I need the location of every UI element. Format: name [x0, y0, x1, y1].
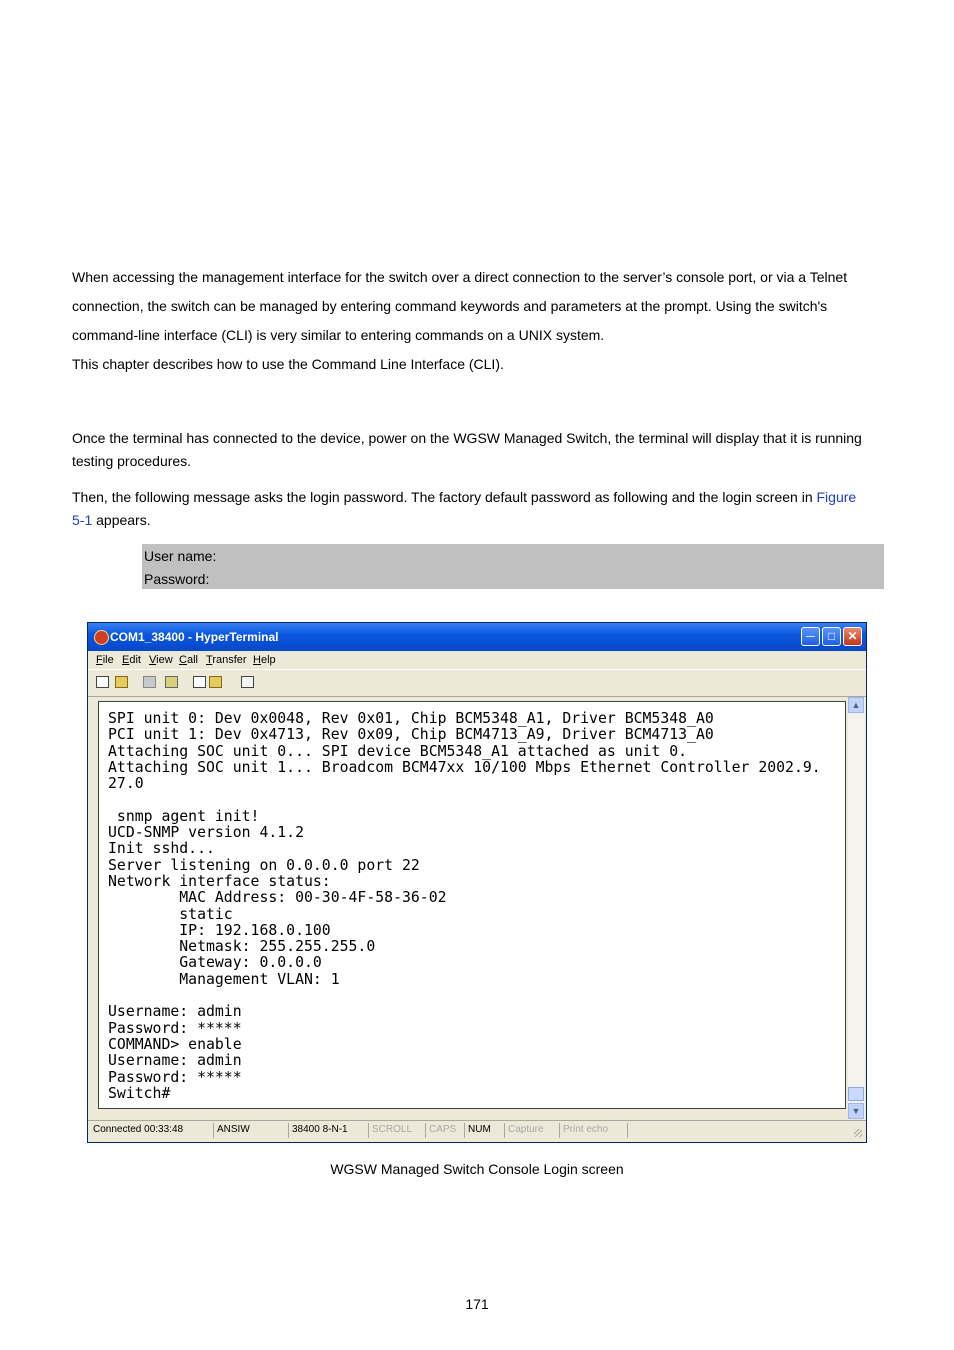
paragraph-line: Once the terminal has connected to the device, power on the WGSW Managed Switch, the terminal will display that it is running — [72, 430, 862, 446]
vertical-scrollbar[interactable] — [848, 697, 865, 1119]
page-number: 171 — [465, 1296, 489, 1312]
intro-paragraph — [72, 268, 892, 384]
status-scroll: SCROLL — [369, 1123, 426, 1138]
terminal-area[interactable] — [98, 701, 846, 1109]
toolbar — [88, 669, 866, 697]
disconnect-icon[interactable] — [165, 676, 178, 688]
status-num: NUM — [465, 1123, 505, 1138]
user-name-label: User name: — [144, 548, 217, 564]
scroll-thumb[interactable] — [848, 1087, 864, 1101]
menu-call[interactable]: Call — [179, 654, 198, 666]
new-connection-icon[interactable] — [96, 676, 109, 688]
status-caps: CAPS — [426, 1123, 465, 1138]
phone-icon[interactable] — [143, 676, 156, 688]
maximize-button[interactable] — [822, 627, 841, 646]
status-capture: Capture — [505, 1123, 560, 1138]
resize-grip-icon[interactable] — [854, 1129, 862, 1137]
minimize-button[interactable] — [801, 627, 820, 646]
terminal-output: SPI unit 0: Dev 0x0048, Rev 0x01, Chip BCM5348_A1, Driver BCM5348_A0 PCI unit 1: Dev 0x4713, Rev 0x09, Chip BCM4713_A9, Driver BCM4713_A0 Attaching SOC unit 0... SPI device BCM5348_A1 attached as unit 0. Attaching SOC unit 1... Broadcom BCM47xx 10/100 Mbps Ethernet Controller 2002.9. 27.0 snmp agent init! UCD-SNMP version 4.1.2 Init sshd... Server listening on 0.0.0.0 port 22 Network interface status: MAC Address: 00-30-4F-58-36-02 static IP: 192.168.0.100 Netmask: 255.255.255.0 Gateway: 0.0.0.0 Management VLAN: 1 Username: admin Password: ***** COMMAND> enable Username: admin Password: ***** Switch# — [108, 710, 821, 1102]
menu-transfer[interactable]: Transfer — [206, 654, 247, 666]
paragraph-text: Then, the following message asks the login password. The factory default password as following and the login screen in — [72, 489, 813, 505]
figure-caption: WGSW Managed Switch Console Login screen — [330, 1161, 624, 1177]
status-print-echo: Print echo — [560, 1123, 628, 1138]
receive-icon[interactable] — [209, 676, 222, 688]
intro-line: This chapter describes how to use the Command Line Interface (CLI). — [72, 356, 504, 372]
power-on-paragraph — [72, 429, 892, 475]
login-paragraph — [72, 488, 892, 534]
status-bar — [88, 1120, 866, 1141]
paragraph-line — [72, 511, 892, 534]
close-icon: ✕ — [847, 629, 858, 643]
figure-link-number[interactable]: 5-1 — [72, 512, 93, 528]
status-emulation: ANSIW — [214, 1123, 289, 1138]
intro-line: command-line interface (CLI) is very similar to entering commands on a UNIX system. — [72, 327, 605, 343]
maximize-icon: □ — [827, 629, 836, 643]
properties-icon[interactable] — [241, 676, 254, 688]
scroll-up-icon[interactable]: ▲ — [848, 697, 864, 713]
send-icon[interactable] — [193, 676, 206, 688]
window-title: COM1_38400 - HyperTerminal — [110, 630, 279, 644]
password-label: Password: — [144, 571, 210, 587]
intro-line: connection, the switch can be managed by entering command keywords and parameters at the prompt. Using the switch's — [72, 298, 828, 314]
credentials-box — [142, 544, 884, 589]
paragraph-line — [72, 488, 892, 511]
title-bar[interactable] — [88, 623, 866, 651]
menu-view[interactable]: View — [149, 654, 173, 666]
paragraph-line: testing procedures. — [72, 453, 192, 469]
close-button[interactable] — [843, 627, 862, 646]
open-folder-icon[interactable] — [115, 676, 128, 688]
paragraph-text: appears. — [92, 512, 151, 528]
hyperterminal-icon — [94, 630, 109, 645]
intro-line: When accessing the management interface for the switch over a direct connection to the server’s console port, or via a Telnet — [72, 269, 848, 285]
status-port-settings: 38400 8-N-1 — [289, 1123, 369, 1138]
status-connected: Connected 00:33:48 — [90, 1123, 214, 1138]
scroll-down-icon[interactable]: ▼ — [848, 1103, 864, 1119]
figure-link[interactable]: Figure — [816, 489, 857, 505]
menu-help[interactable]: Help — [253, 654, 276, 666]
menu-file[interactable]: File — [96, 654, 114, 666]
minimize-icon: ─ — [806, 629, 815, 643]
menu-edit[interactable]: Edit — [122, 654, 141, 666]
hyperterminal-window — [87, 622, 867, 1143]
